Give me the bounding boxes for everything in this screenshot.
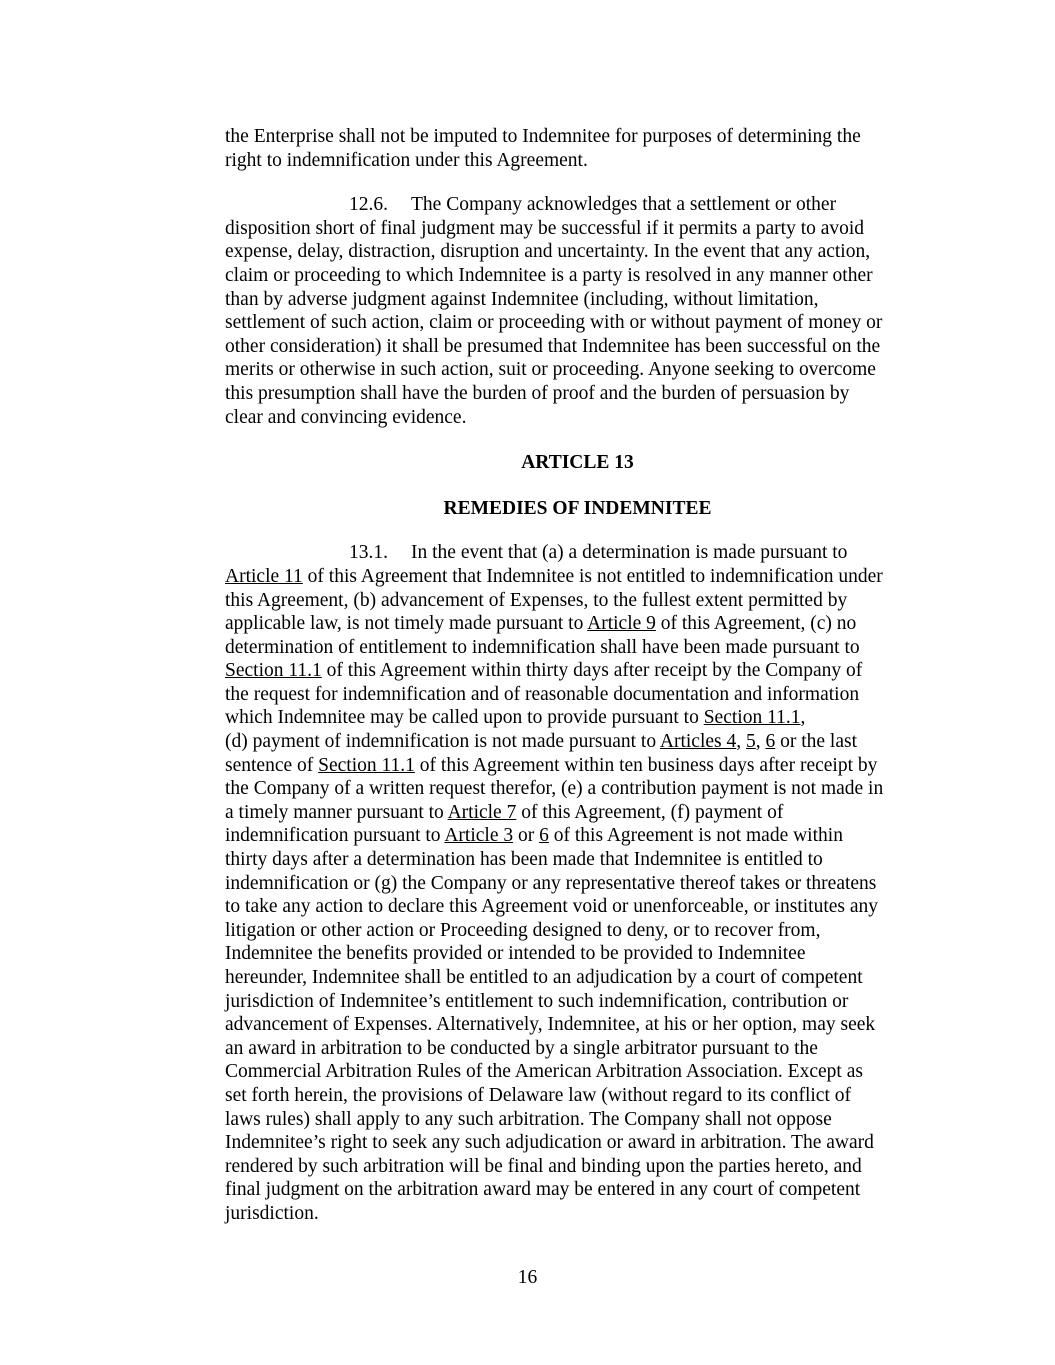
article-6-reference: 6: [765, 731, 776, 753]
section-12-6: [225, 193, 930, 429]
article-heading: ARTICLE 13: [521, 452, 634, 474]
text-line: the Enterprise shall not be imputed to Indemnitee for purposes of determining the: [225, 126, 861, 147]
text-line: disposition short of final judgment may be successful if it permits a party to avoid: [225, 217, 865, 239]
text-line: thirty days after a determination has been made that Indemnitee is entitled to: [225, 849, 823, 871]
text-line: (d) payment of indemnification is not made pursuant to Articles 4, 5, 6 or the last: [225, 731, 858, 753]
text-line: this presumption shall have the burden of proof and the burden of persuasion by: [225, 382, 850, 404]
text-line: settlement of such action, claim or proceeding with or without payment of money or: [225, 312, 883, 334]
text-line: which Indemnitee may be called upon to provide pursuant to Section 11.1,: [225, 707, 806, 729]
text-line: Indemnitee’s right to seek any such adjudication or award in arbitration. The award: [225, 1132, 874, 1154]
text-line: laws rules) shall apply to any such arbitration. The Company shall not oppose: [225, 1108, 832, 1130]
article-title: REMEDIES OF INDEMNITEE: [443, 497, 712, 519]
text-line: indemnification pursuant to Article 3 or 6 of this Agreement is not made within: [225, 825, 843, 847]
document-page: [225, 125, 930, 1226]
text-line: litigation or other action or Proceeding designed to deny, or to recover from,: [225, 919, 821, 941]
text-line: the request for indemnification and of reasonable documentation and information: [225, 683, 860, 705]
text-line: right to indemnification under this Agreement.: [225, 149, 588, 171]
text-line: indemnification or (g) the Company or any representative thereof takes or threatens: [225, 872, 877, 894]
section-first-line: 13.1. In the event that (a) a determination is made pursuant to: [349, 542, 848, 564]
text-line: Commercial Arbitration Rules of the American Arbitration Association. Except as: [225, 1061, 863, 1083]
articles-4-reference: Articles 4: [659, 731, 737, 753]
text-line: expense, delay, distraction, disruption and uncertainty. In the event that any action,: [225, 241, 871, 263]
text-line: the Company of a written request therefor, (e) a contribution payment is not made in: [225, 778, 884, 800]
text-line: clear and convincing evidence.: [225, 406, 467, 428]
article-7-reference: Article 7: [447, 801, 517, 823]
text-line: jurisdiction of Indemnitee’s entitlement to such indemnification, contribution or: [225, 990, 849, 1012]
article-11-reference: Article 11: [225, 565, 303, 587]
text-line: sentence of Section 11.1 of this Agreement within ten business days after receipt by: [225, 754, 878, 776]
text-line: advancement of Expenses. Alternatively, Indemnitee, at his or her option, may seek: [225, 1014, 876, 1036]
text-line: other consideration) it shall be presumed that Indemnitee has been successful on the: [225, 335, 881, 357]
text-line: an award in arbitration to be conducted by a single arbitrator pursuant to the: [225, 1037, 818, 1059]
text-line: rendered by such arbitration will be final and binding upon the parties hereto, and: [225, 1155, 862, 1177]
text-line: Indemnitee the benefits provided or intended to be provided to Indemnitee: [225, 943, 806, 965]
text-line: claim or proceeding to which Indemnitee is a party is resolved in any manner other: [225, 264, 873, 286]
article-6-reference: 6: [539, 825, 549, 847]
text-line: final judgment on the arbitration award may be entered in any court of competent: [225, 1179, 861, 1201]
text-line: set forth herein, the provisions of Delaware law (without regard to its conflict of: [225, 1084, 851, 1106]
section-first-line: 12.6. The Company acknowledges that a settlement or other: [349, 194, 837, 216]
section-11-1-reference: Section 11.1: [703, 707, 801, 729]
section-11-1-reference: Section 11.1: [225, 660, 322, 682]
article-3-reference: Article 3: [444, 825, 514, 847]
article-5-reference: 5: [745, 731, 756, 753]
section-number: 13.1.: [349, 542, 388, 564]
text-line: this Agreement, (b) advancement of Expenses, to the fullest extent permitted by: [225, 589, 848, 611]
paragraph-continuation: [225, 125, 930, 172]
section-13-1: [225, 541, 930, 1225]
text-line: Article 11 of this Agreement that Indemnitee is not entitled to indemnification under: [225, 565, 883, 587]
section-11-1-reference: Section 11.1: [318, 754, 415, 776]
text-line: merits or otherwise in such action, suit or proceeding. Anyone seeking to overcome: [225, 359, 876, 381]
text-line: jurisdiction.: [225, 1202, 319, 1224]
text-line: to take any action to declare this Agreement void or unenforceable, or institutes any: [225, 896, 879, 918]
text-line: hereunder, Indemnitee shall be entitled to an adjudication by a court of competent: [225, 967, 863, 988]
text-line: than by adverse judgment against Indemnitee (including, without limitation,: [225, 288, 819, 310]
page-number: 16: [517, 1267, 538, 1288]
text-line: applicable law, is not timely made pursuant to Article 9 of this Agreement, (c) no: [225, 613, 857, 635]
section-number: 12.6.: [349, 194, 388, 216]
text-line: Section 11.1 of this Agreement within thirty days after receipt by the Company of: [225, 660, 863, 682]
text-line: determination of entitlement to indemnification shall have been made pursuant to: [225, 636, 860, 658]
article-9-reference: Article 9: [587, 613, 656, 635]
text-line: a timely manner pursuant to Article 7 of this Agreement, (f) payment of: [225, 801, 784, 823]
